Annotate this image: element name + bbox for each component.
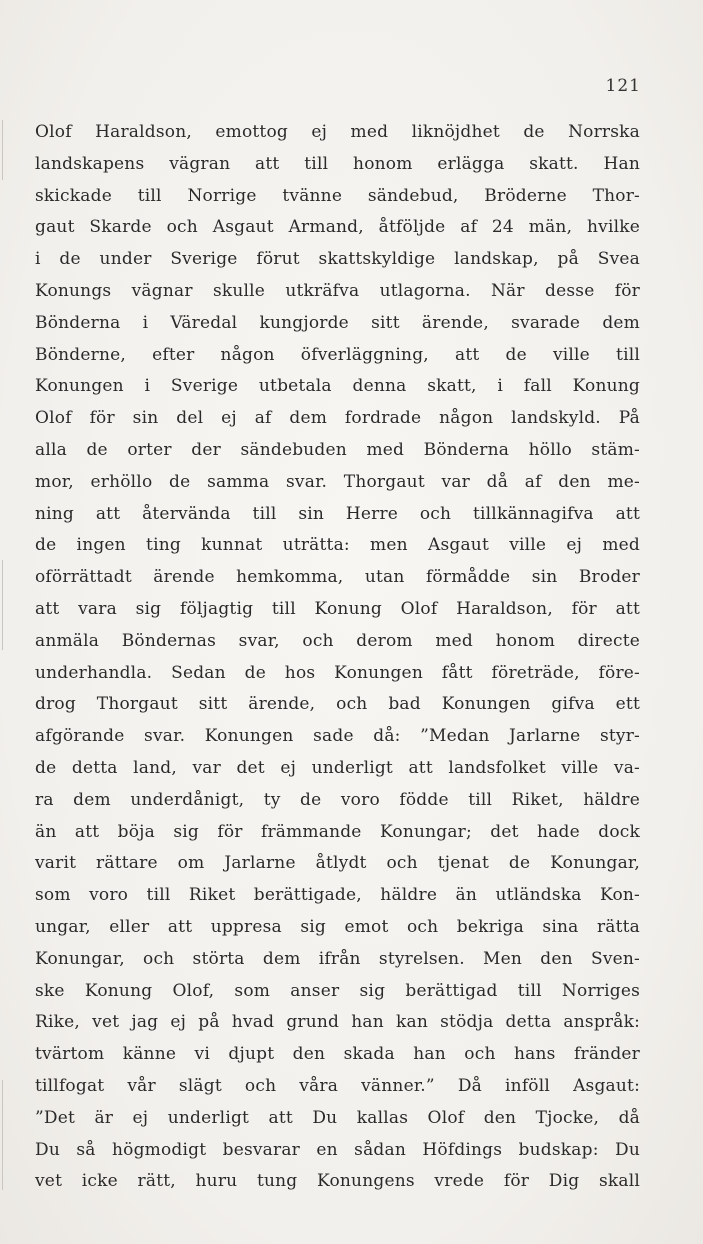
text-line: underhandla. Sedan de hos Konungen fått företräde, före- xyxy=(35,662,640,683)
text-line: än att böja sig för främmande Konungar; det hade dock xyxy=(35,821,640,842)
text-line: oförrättadt ärende hemkomma, utan förmådde sin Broder xyxy=(35,567,640,588)
text-line: tvärtom känne vi djupt den skada han och hans fränder xyxy=(35,1044,640,1065)
text-line: Bönderna i Väredal kungjorde sitt ärende, svarade dem xyxy=(35,312,640,333)
text-line: varit rättare om Jarlarne åtlydt och tjenat de Konungar, xyxy=(35,853,640,874)
text-line: vet icke rätt, huru tung Konungens vrede för Dig skall xyxy=(35,1171,640,1192)
text-line: de ingen ting kunnat uträtta: men Asgaut ville ej med xyxy=(35,535,640,556)
text-line: Du så högmodigt besvarar en sådan Höfdings budskap: Du xyxy=(35,1139,640,1160)
text-line: ske Konung Olof, som anser sig berättigad till Norriges xyxy=(35,980,640,1001)
text-line: ning att återvända till sin Herre och tillkännagifva att xyxy=(35,503,640,524)
page-edge-shadow xyxy=(2,560,3,650)
text-line: Bönderne, efter någon öfverläggning, att de ville till xyxy=(35,344,640,365)
text-line: gaut Skarde och Asgaut Armand, åtföljde af 24 män, hvilke xyxy=(35,217,640,238)
text-line: Konungar, och störta dem ifrån styrelsen. Men den Sven- xyxy=(35,948,640,969)
text-line: ”Det är ej underligt att Du kallas Olof den Tjocke, då xyxy=(35,1107,640,1128)
text-line: anmäla Böndernas svar, och derom med honom directe xyxy=(35,630,640,651)
text-line: som voro till Riket berättigade, häldre än utländska Kon- xyxy=(35,885,640,906)
text-line: i de under Sverige förut skattskyldige landskap, på Svea xyxy=(35,249,640,270)
text-line: skickade till Norrige tvänne sändebud, Bröderne Thor- xyxy=(35,185,640,206)
body-text xyxy=(35,117,640,1198)
text-line: ra dem underdånigt, ty de voro födde till Riket, häldre xyxy=(35,789,640,810)
text-line: att vara sig följagtig till Konung Olof Haraldson, för att xyxy=(35,598,640,619)
page-number: 121 xyxy=(605,76,641,96)
text-line: Rike, vet jag ej på hvad grund han kan stödja detta anspråk: xyxy=(35,1012,640,1033)
text-line: Olof Haraldson, emottog ej med liknöjdhet de Norrska xyxy=(35,122,640,142)
text-line: mor, erhöllo de samma svar. Thorgaut var då af den me- xyxy=(35,471,640,492)
text-line: landskapens vägran att till honom erlägga skatt. Han xyxy=(35,153,640,174)
text-line: afgörande svar. Konungen sade då: ”Medan Jarlarne styr- xyxy=(35,726,640,747)
text-line: tillfogat vår slägt och våra vänner.” Då inföll Asgaut: xyxy=(35,1075,640,1096)
text-line: alla de orter der sändebuden med Bönderna höllo stäm- xyxy=(35,439,640,460)
text-line: Konungen i Sverige utbetala denna skatt, i fall Konung xyxy=(35,376,640,397)
page-edge-shadow xyxy=(2,120,3,180)
page-edge-shadow xyxy=(2,1080,3,1190)
text-line: ungar, eller att uppresa sig emot och bekriga sina rätta xyxy=(35,916,640,937)
text-line: drog Thorgaut sitt ärende, och bad Konungen gifva ett xyxy=(35,694,640,715)
text-line: Olof för sin del ej af dem fordrade någon landskyld. På xyxy=(35,408,640,429)
text-line: de detta land, var det ej underligt att landsfolket ville va- xyxy=(35,757,640,778)
text-line: Konungs vägnar skulle utkräfva utlagorna. När desse för xyxy=(35,280,640,301)
